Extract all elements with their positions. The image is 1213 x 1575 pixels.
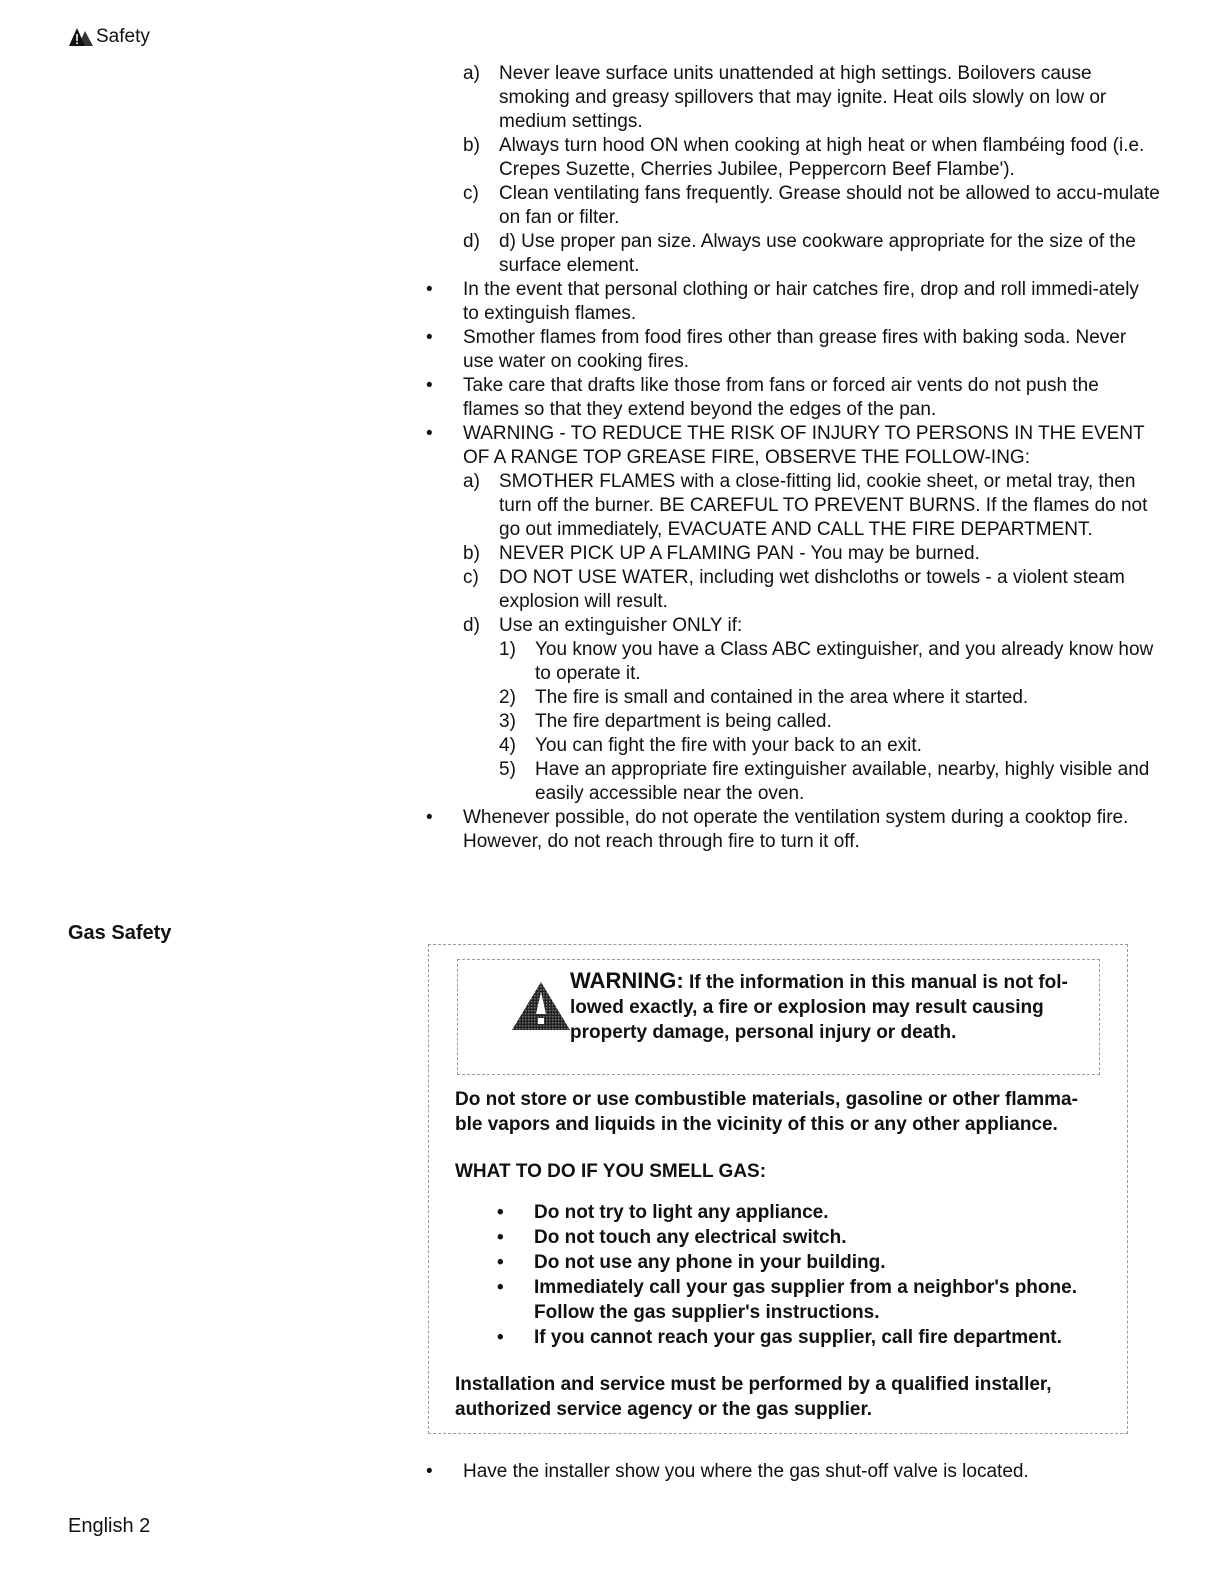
list-item-text: NEVER PICK UP A FLAMING PAN - You may be burned. (499, 543, 980, 564)
gas-step-text: Do not try to light any appliance. (534, 1202, 829, 1223)
list-item-text: d) Use proper pan size. Always use cookware appropriate for the size of the surface element. (499, 231, 1136, 276)
list-item (420, 542, 1160, 566)
gas-step-item (455, 1325, 1105, 1350)
list-marker: 1) (499, 639, 516, 660)
smell-gas-heading: WHAT TO DO IF YOU SMELL GAS: (455, 1161, 767, 1182)
list-item (420, 1460, 1160, 1484)
list-item (420, 470, 1160, 542)
list-item-text: The fire department is being called. (535, 711, 832, 732)
warning-triangle-icon (68, 27, 94, 47)
list-item (420, 62, 1160, 134)
list-item-text: You know you have a Class ABC extinguisher, and you already know how to operate it. (535, 639, 1154, 684)
gas-steps-list (455, 1200, 1105, 1350)
bullet-marker: • (426, 807, 433, 828)
list-marker: c) (463, 183, 479, 204)
header-title: Safety (96, 26, 150, 47)
gas-step-text: Do not use any phone in your building. (534, 1252, 886, 1273)
list-marker: 2) (499, 687, 516, 708)
list-marker: d) (463, 615, 480, 636)
after-box-item (420, 1460, 1160, 1484)
list-item-text: You can fight the fire with your back to an exit. (535, 735, 922, 756)
gas-step-item (455, 1275, 1105, 1325)
safety-list (420, 62, 1160, 854)
list-item-text: SMOTHER FLAMES with a close-fitting lid, cookie sheet, or metal tray, then turn off the burner. BE CAREFUL TO PREVENT BURNS. If the flames do not go out immediately, EVACUATE AND CALL THE FIRE DEPARTMENT. (499, 471, 1148, 540)
gas-step-text: If you cannot reach your gas supplier, call fire department. (534, 1327, 1062, 1348)
list-item (420, 614, 1160, 638)
list-item-text: Clean ventilating fans frequently. Grease should not be allowed to accu-mulate on fan or filter. (499, 183, 1160, 228)
list-item-text: Have an appropriate fire extinguisher available, nearby, highly visible and easily accessible near the oven. (535, 759, 1150, 804)
list-marker: 4) (499, 735, 516, 756)
page-header (68, 26, 150, 48)
bullet-marker: • (426, 327, 433, 348)
list-marker: b) (463, 543, 480, 564)
list-item-text: WARNING - TO REDUCE THE RISK OF INJURY TO PERSONS IN THE EVENT OF A RANGE TOP GREASE FIRE, OBSERVE THE FOLLOW-ING: (463, 423, 1145, 468)
section-heading-gas-safety: Gas Safety (68, 922, 172, 944)
list-item (420, 638, 1160, 686)
list-marker: b) (463, 135, 480, 156)
list-item (420, 374, 1160, 422)
gas-step-item (455, 1200, 1105, 1225)
list-item (420, 134, 1160, 182)
bullet-marker: • (497, 1227, 504, 1248)
list-item-text: DO NOT USE WATER, including wet dishcloths or towels - a violent steam explosion will result. (499, 567, 1125, 612)
list-item (420, 734, 1160, 758)
page-footer: English 2 (68, 1515, 151, 1537)
list-marker: a) (463, 471, 480, 492)
list-item (420, 566, 1160, 614)
list-item (420, 710, 1160, 734)
list-item (420, 230, 1160, 278)
list-item (420, 806, 1160, 854)
warning-message: If the information in this manual is not fol-lowed exactly, a fire or explosion may result causing property damage, personal injury or death. (570, 972, 1068, 1043)
list-marker: c) (463, 567, 479, 588)
bullet-marker: • (426, 375, 433, 396)
list-item-text: Have the installer show you where the gas shut-off valve is located. (463, 1461, 1029, 1482)
gas-warning-box (428, 944, 1128, 1434)
list-item-text: Smother flames from food fires other than grease fires with baking soda. Never use water on cooking fires. (463, 327, 1127, 372)
gas-step-item (455, 1250, 1105, 1275)
bullet-marker: • (497, 1202, 504, 1223)
list-item (420, 758, 1160, 806)
list-item-text: Whenever possible, do not operate the ventilation system during a cooktop fire. However, do not reach through fire to turn it off. (463, 807, 1129, 852)
list-item-text: Never leave surface units unattended at high settings. Boilovers cause smoking and greasy spillovers that may ignite. Heat oils slowly on low or medium settings. (499, 63, 1107, 132)
list-item (420, 182, 1160, 230)
list-item (420, 326, 1160, 374)
list-marker: d) (463, 231, 480, 252)
installation-paragraph: Installation and service must be performed by a qualified installer, authorized service agency or the gas supplier. (455, 1374, 1052, 1420)
bullet-marker: • (426, 1461, 433, 1482)
list-item-text: Use an extinguisher ONLY if: (499, 615, 743, 636)
list-item-text: The fire is small and contained in the area where it started. (535, 687, 1029, 708)
gas-step-item (455, 1225, 1105, 1250)
warning-word: WARNING: (570, 968, 684, 993)
warning-triangle-icon (510, 980, 572, 1032)
warning-banner (457, 959, 1100, 1075)
bullet-marker: • (426, 279, 433, 300)
list-item (420, 686, 1160, 710)
warning-text (570, 968, 1080, 1045)
bullet-marker: • (426, 423, 433, 444)
list-item-text: Always turn hood ON when cooking at high heat or when flambéing food (i.e. Crepes Suzette, Cherries Jubilee, Peppercorn Beef Flambe'). (499, 135, 1145, 180)
combustibles-paragraph: Do not store or use combustible materials, gasoline or other flamma-ble vapors and liquids in the vicinity of this or any other appliance. (455, 1089, 1078, 1135)
list-marker: 3) (499, 711, 516, 732)
list-item-text: In the event that personal clothing or hair catches fire, drop and roll immedi-ately to extinguish flames. (463, 279, 1139, 324)
list-item-text: Take care that drafts like those from fans or forced air vents do not push the flames so that they extend beyond the edges of the pan. (463, 375, 1099, 420)
bullet-marker: • (497, 1252, 504, 1273)
bullet-marker: • (497, 1277, 504, 1298)
gas-warning-body (455, 1087, 1105, 1422)
list-item (420, 278, 1160, 326)
bullet-marker: • (497, 1327, 504, 1348)
list-item (420, 422, 1160, 470)
gas-step-text: Immediately call your gas supplier from a neighbor's phone. Follow the gas supplier's instructions. (534, 1277, 1077, 1323)
list-marker: 5) (499, 759, 516, 780)
gas-step-text: Do not touch any electrical switch. (534, 1227, 847, 1248)
list-marker: a) (463, 63, 480, 84)
